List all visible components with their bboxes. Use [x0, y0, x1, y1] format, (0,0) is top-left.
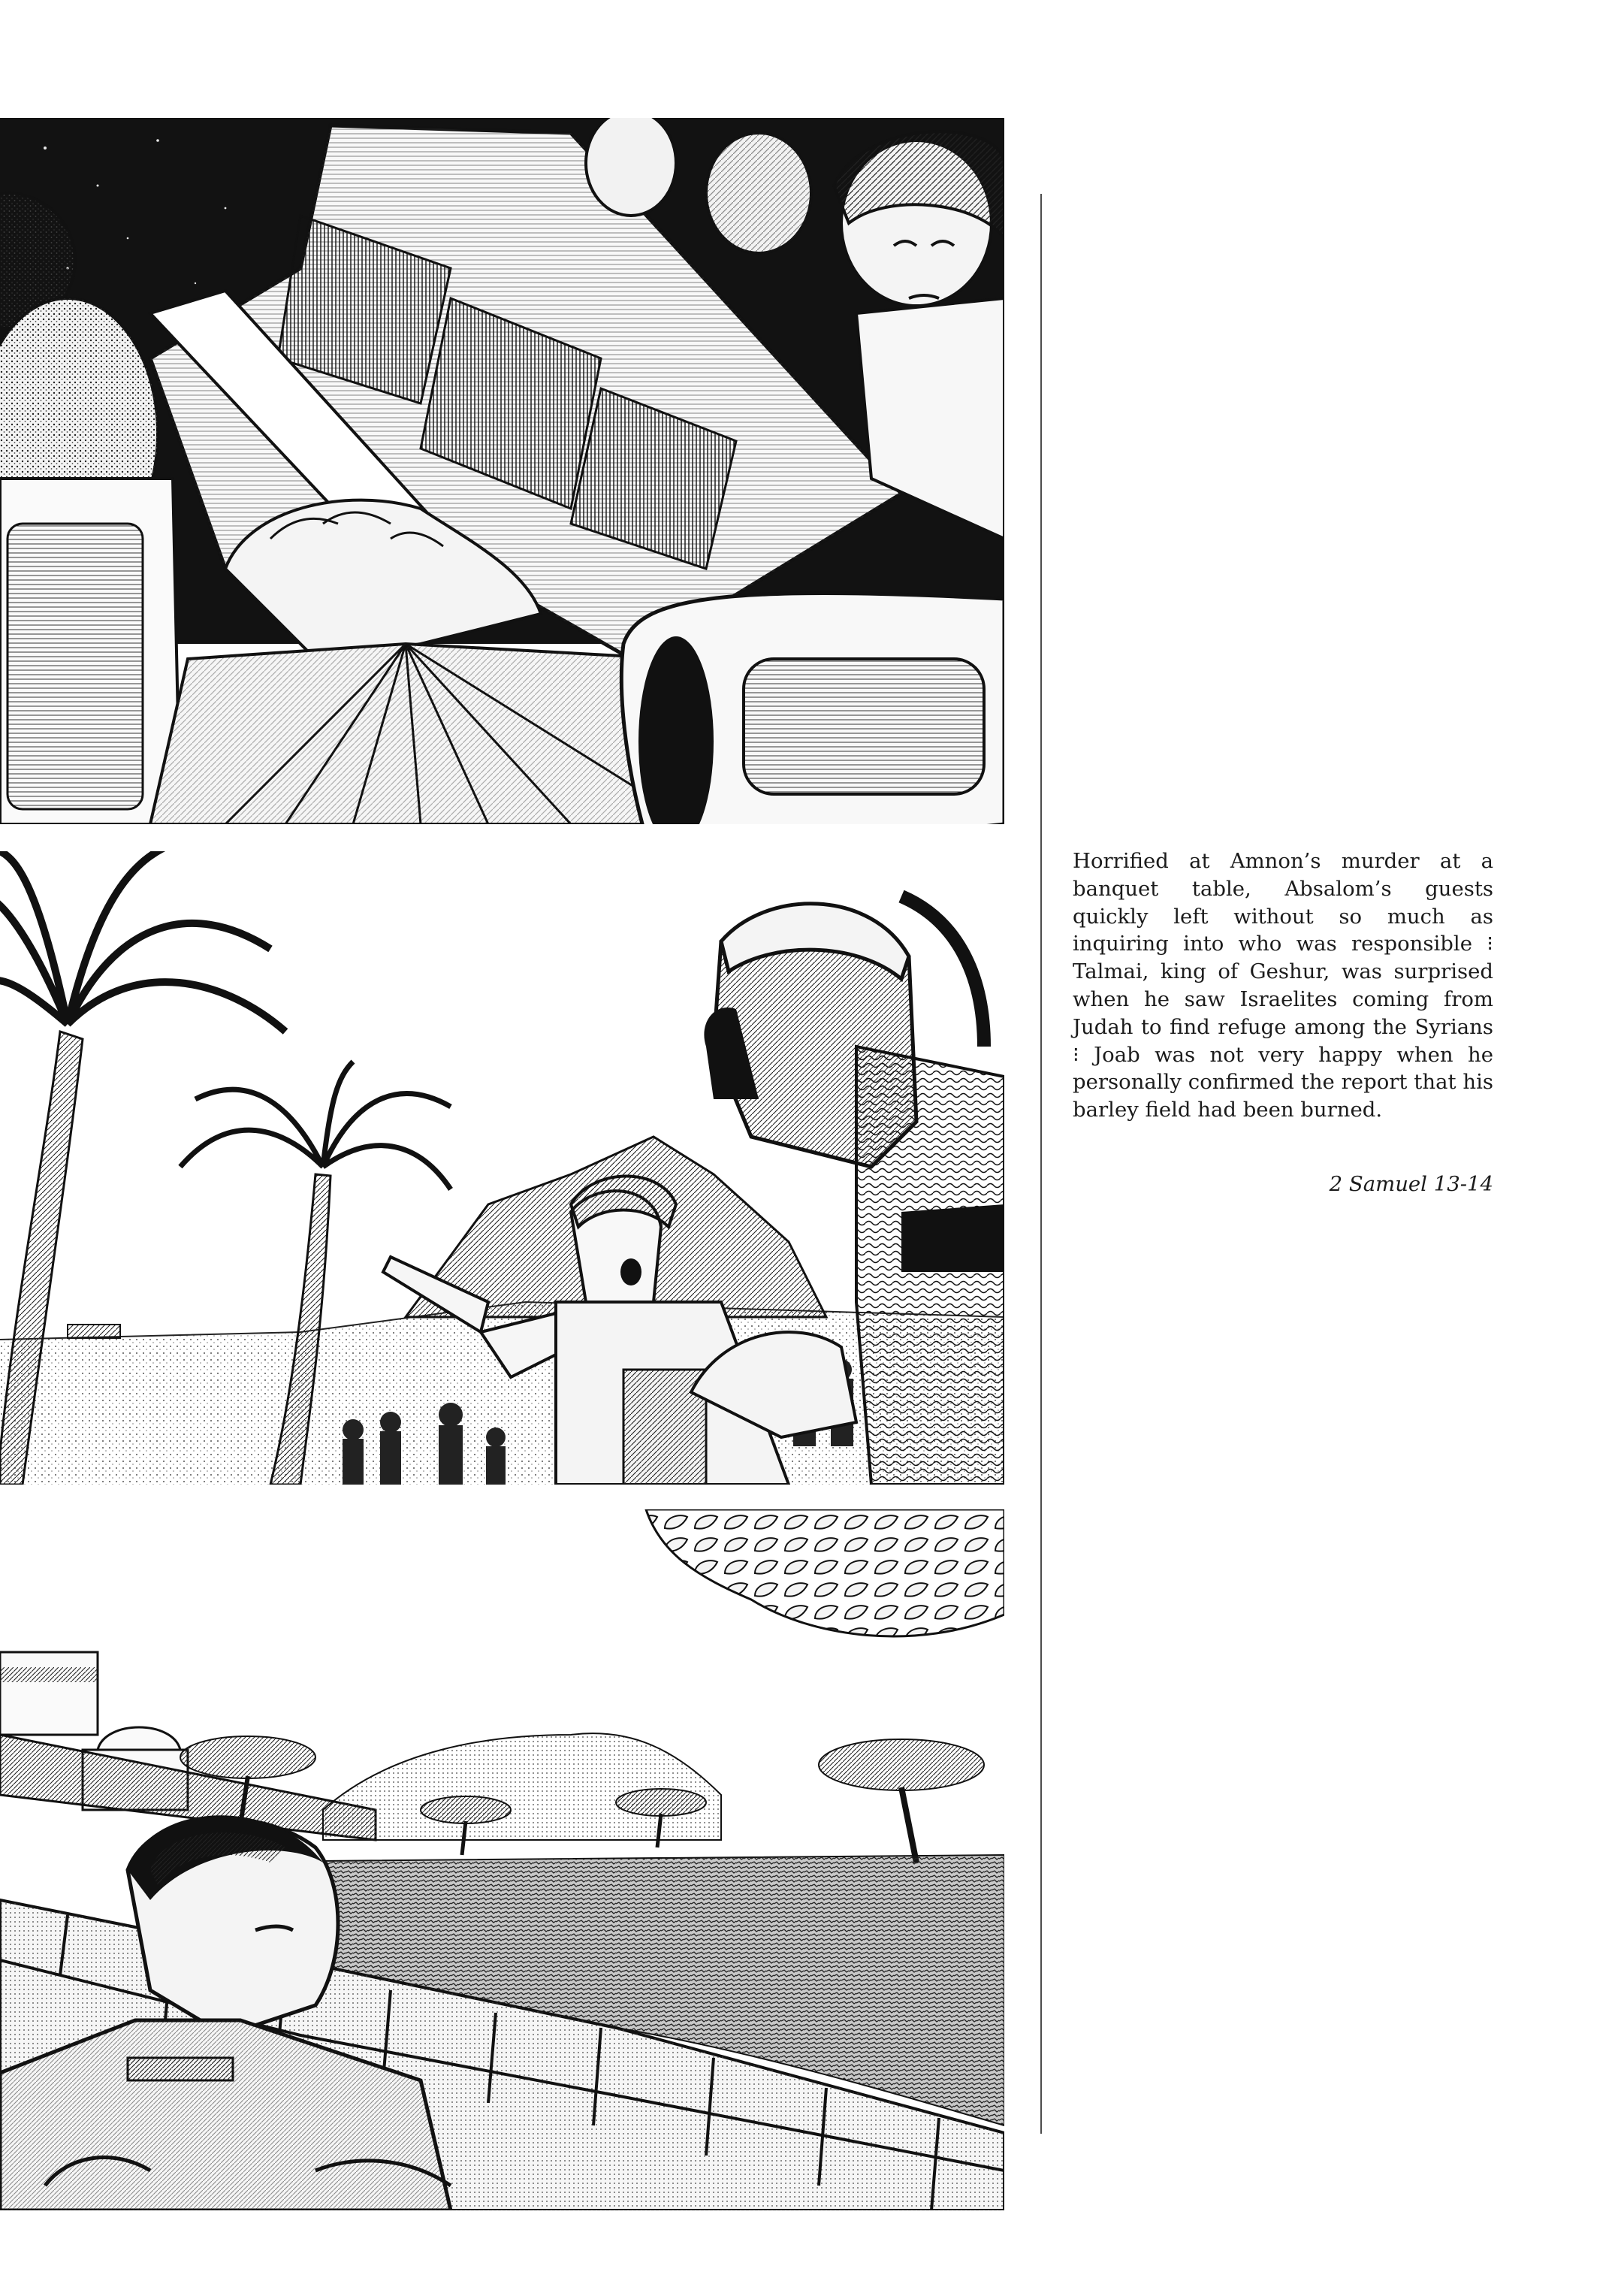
caption-text: [1073, 847, 1493, 1124]
banquet-illustration: [0, 118, 1004, 824]
distant-caravan: [68, 1325, 120, 1338]
fallen-vase: [621, 594, 1004, 825]
scripture-reference: 2 Samuel 13-14: [1329, 1172, 1493, 1196]
illustration-panel-geshur: [0, 851, 1004, 1485]
geshur-illustration: [0, 851, 1004, 1485]
caption-paragraph: Horrified at Amnon’s murder at a banquet table, Absalom’s guests quickly left without so much as inquiring into who was responsible ⁝ Talmai, king of Geshur, was surprised when he saw Israelites coming from Judah to find refuge among the Syrians ⁝ Joab was not very happy when he personally confirmed the report that his barley field had been burned.: [1073, 849, 1493, 1122]
barley-field-illustration: [0, 1509, 1004, 2210]
illustration-panel-barley-field: [0, 1509, 1004, 2210]
illustration-panel-banquet: [0, 118, 1004, 824]
column-divider: [1040, 194, 1042, 2134]
